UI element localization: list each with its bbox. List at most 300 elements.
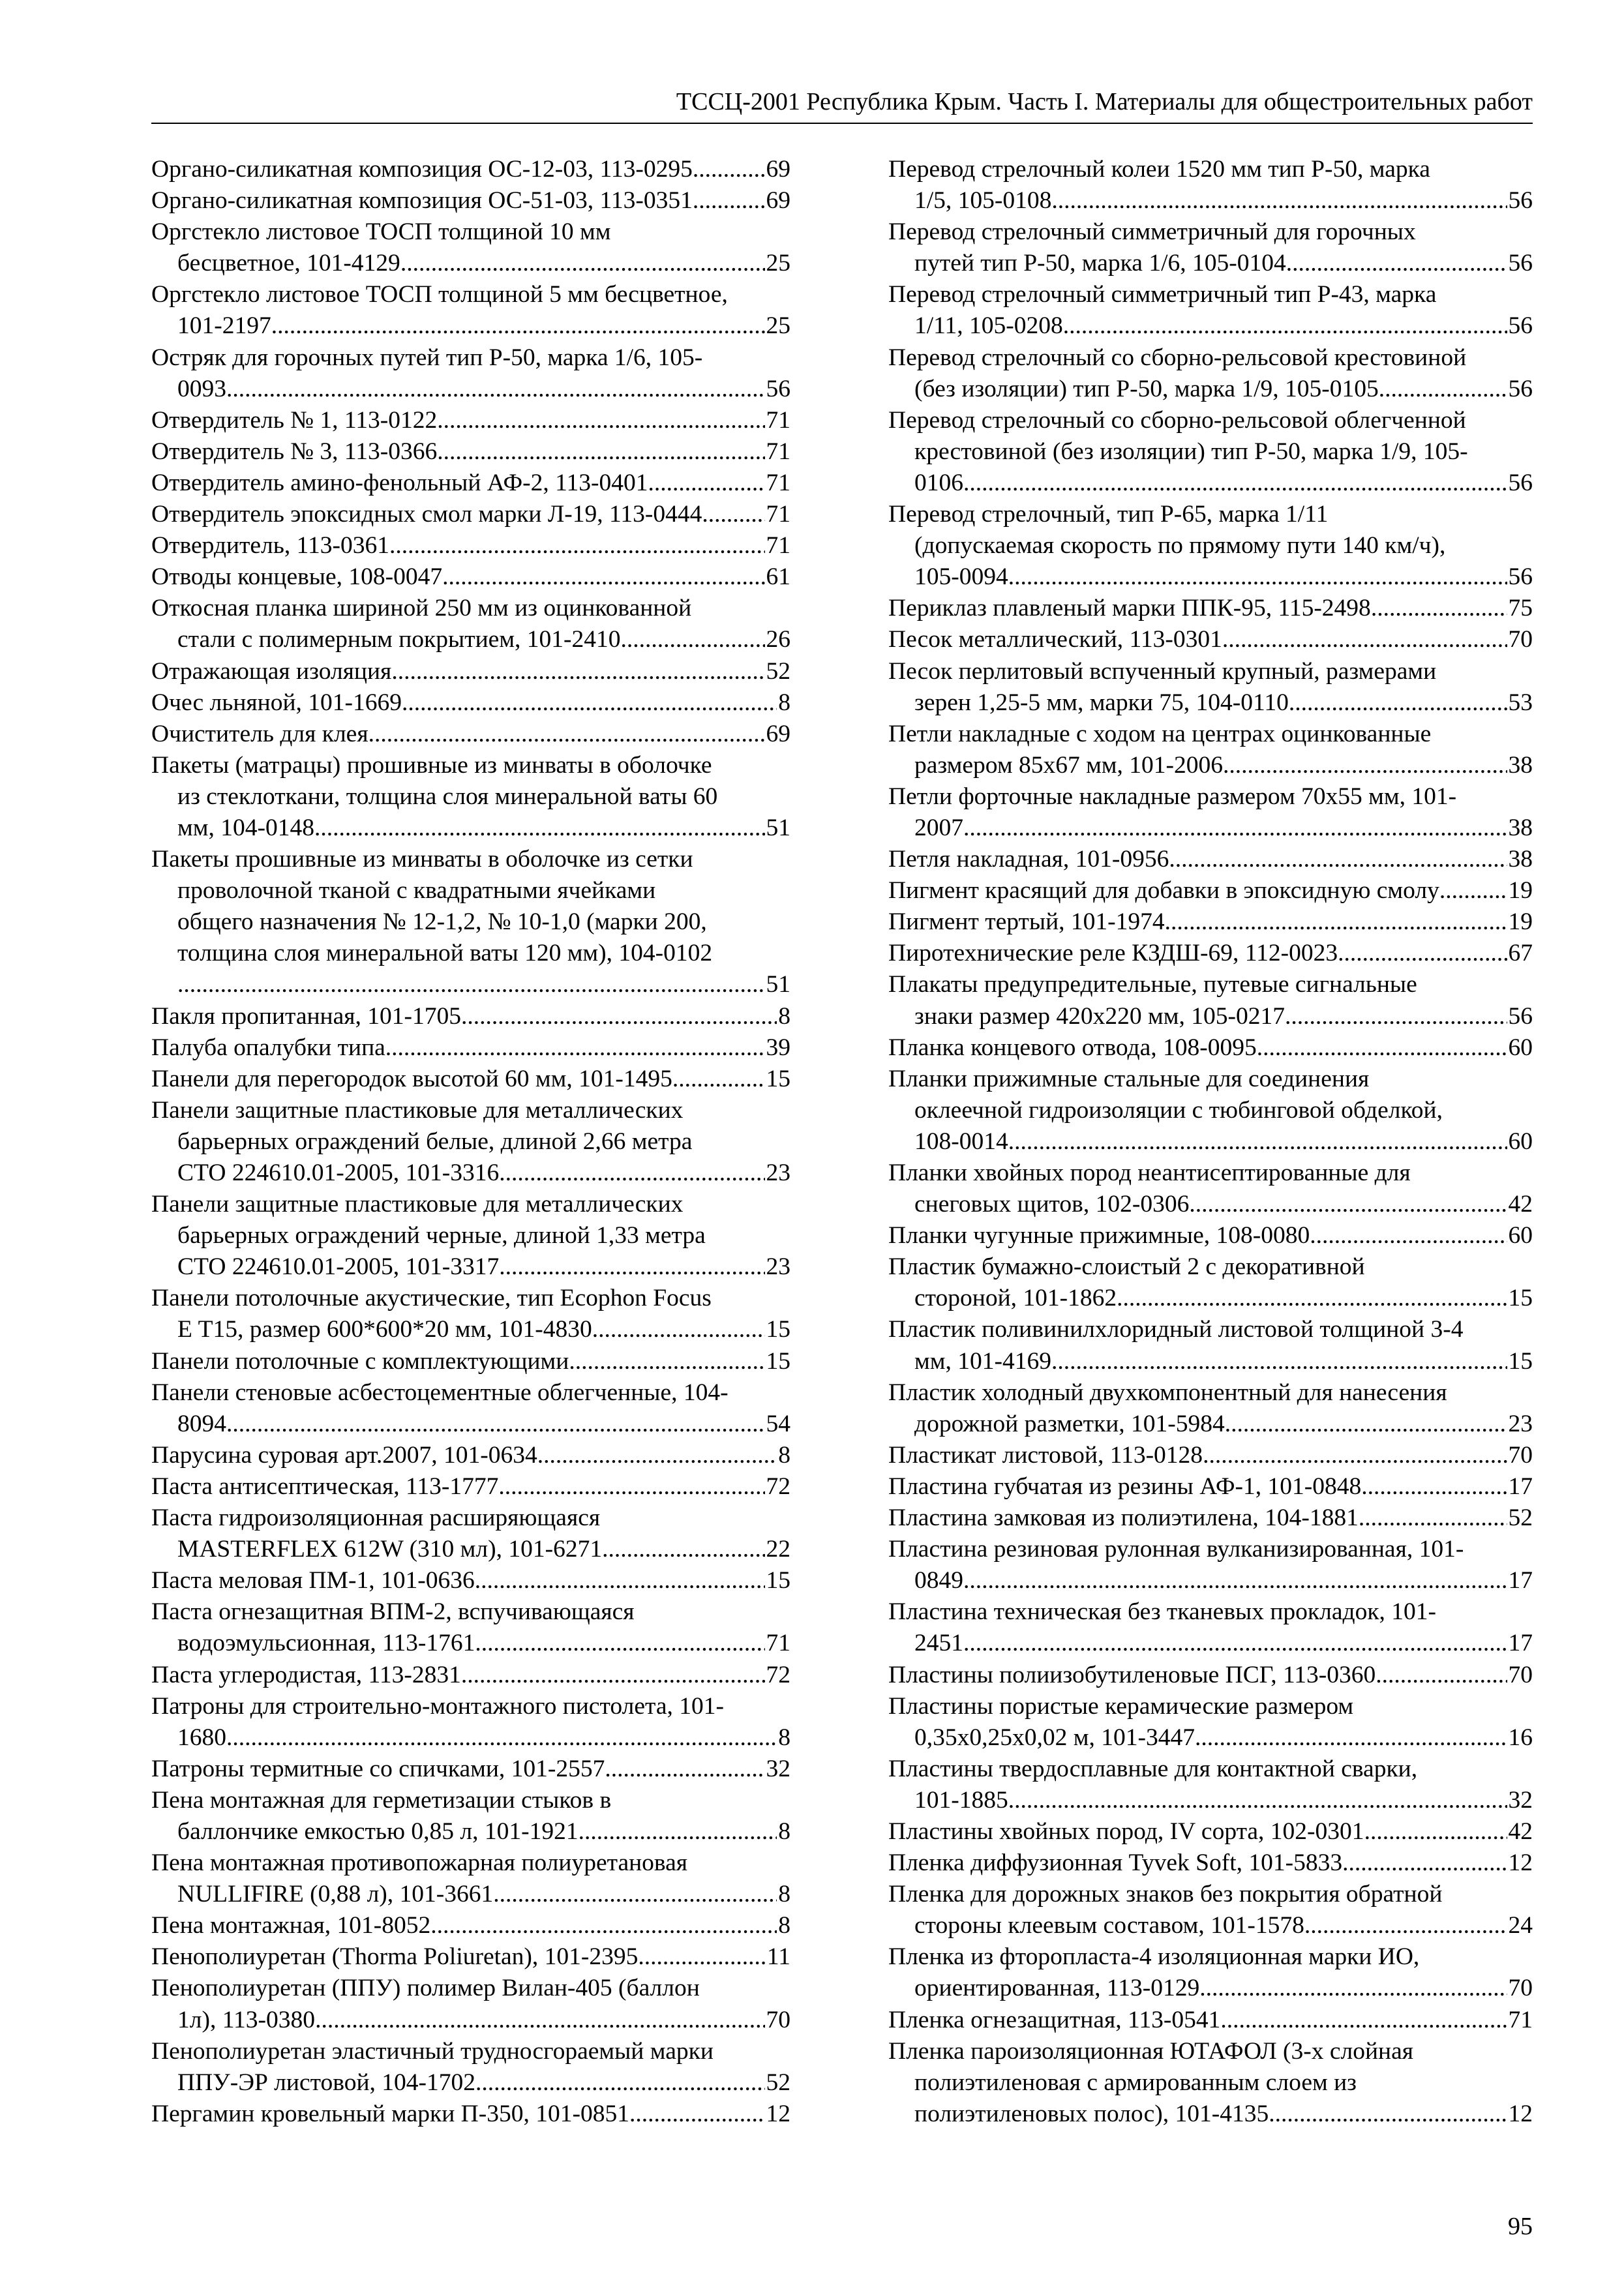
index-entry-text: Петля накладная, 101-0956 — [888, 846, 1169, 873]
dot-leader — [963, 468, 1507, 499]
index-entry — [888, 1440, 1533, 1471]
dot-leader — [315, 2005, 764, 2036]
running-header: ТССЦ-2001 Республика Крым. Часть I. Материалы для общестроительных работ — [151, 86, 1533, 124]
index-entry-text: Песок перлитовый вспученный крупный, размерами — [888, 657, 1437, 685]
index-entry-text: Отвердитель № 3, 113-0366 — [151, 438, 438, 465]
index-entry — [151, 342, 790, 405]
index-entry — [888, 1691, 1533, 1754]
dot-leader — [1304, 1910, 1507, 1941]
index-entry-text: Пена монтажная противопожарная полиуретановая — [151, 1849, 688, 1877]
index-entry-page: 60 — [1508, 1222, 1533, 1249]
dot-leader — [648, 468, 764, 499]
index-entry-text: Органо-силикатная композиция ОС-51-03, 113-0351. — [151, 187, 699, 215]
dot-leader — [226, 374, 765, 405]
index-entry-text: Панели защитные пластиковые для металлических — [151, 1096, 684, 1124]
dot-leader — [638, 1941, 765, 1973]
index-entry — [888, 781, 1533, 844]
dot-leader — [1310, 1220, 1507, 1251]
index-entry-text: Пиротехнические реле КЗДШ-69, 112-0023 — [888, 940, 1338, 967]
index-entry — [888, 1816, 1533, 1848]
index-entry-page: 71 — [766, 1630, 790, 1657]
index-entry — [151, 1032, 790, 1064]
index-entry-page: 17 — [1508, 1473, 1533, 1500]
index-entry-text: Отводы концевые, 108-0047 — [151, 563, 443, 591]
index-entry-text: Перевод стрелочный, тип Р-65, марка 1/11 — [888, 501, 1329, 528]
dot-leader — [699, 185, 764, 217]
index-entry-text: Палуба опалубки типа — [151, 1034, 385, 1061]
index-entry — [151, 1283, 790, 1345]
index-entry-text: Остряк для горочных путей тип Р-50, марка 1/6, 105- — [151, 344, 703, 371]
index-entry — [151, 1785, 790, 1848]
index-entry-page: 12 — [1508, 1849, 1533, 1877]
index-entry-text: Отвердитель № 1, 113-0122 — [151, 406, 438, 434]
index-entry — [888, 1251, 1533, 1314]
index-entry-text: Перевод стрелочный колеи 1520 мм тип Р-50, марка — [888, 156, 1430, 183]
index-entry-text: Пленка огнезащитная, 113-0541 — [888, 2006, 1221, 2033]
dot-leader — [493, 1879, 777, 1910]
index-entry-text: 8094 — [177, 1410, 226, 1437]
index-entry-page: 15 — [1508, 1285, 1533, 1312]
index-entry — [888, 499, 1533, 593]
index-entry-text: стали с полимерным покрытием, 101-2410 — [177, 626, 621, 653]
index-entry-text: (без изоляции) тип Р-50, марка 1/9, 105-0105 — [914, 375, 1379, 402]
index-entry — [888, 1503, 1533, 1534]
index-entry-text: баллончике емкостью 0,85 л, 101-1921 — [177, 1818, 579, 1845]
index-entry-page: 71 — [766, 406, 790, 434]
index-entry-page: 67 — [1508, 940, 1533, 967]
dot-leader — [1225, 1409, 1507, 1440]
index-entry-page: 17 — [1508, 1630, 1533, 1657]
index-entry-text: мм, 101-4169 — [914, 1347, 1051, 1375]
index-entry-page: 8 — [778, 1912, 790, 1939]
index-entry — [888, 593, 1533, 624]
index-entry-text: Пластины твердосплавные для контактной сварки, — [888, 1755, 1418, 1782]
index-entry-page: 15 — [766, 1065, 790, 1092]
index-entry — [151, 656, 790, 687]
index-entry — [151, 1095, 790, 1189]
index-entry-page: 56 — [1508, 563, 1533, 591]
index-entry-text: 0093 — [177, 375, 226, 402]
index-entry-text: Перевод стрелочный со сборно-рельсовой крестовиной — [888, 344, 1467, 371]
index-entry — [888, 906, 1533, 938]
index-entry — [888, 405, 1533, 499]
index-entry-page: 71 — [766, 438, 790, 465]
index-entry-text: полиэтиленовых полос), 101-4135 — [914, 2100, 1269, 2127]
dot-leader — [475, 1565, 765, 1596]
index-entry-text: Очиститель для клея — [151, 720, 368, 747]
index-entry-page: 11 — [766, 1943, 790, 1971]
index-entry-text: Паста огнезащитная ВПМ-2, вспучивающаяся — [151, 1598, 635, 1626]
index-entry — [151, 1848, 790, 1910]
index-entry-page: 70 — [1508, 1441, 1533, 1469]
index-entry-text: Пластины полиизобутиленовые ПСГ, 113-0360 — [888, 1661, 1376, 1688]
index-entry-text: Пена монтажная для герметизации стыков в — [151, 1786, 612, 1814]
index-entry — [151, 1377, 790, 1440]
index-entry — [888, 969, 1533, 1032]
index-entry — [151, 530, 790, 561]
index-entry-page: 23 — [766, 1253, 790, 1281]
index-entry — [888, 1158, 1533, 1220]
index-entry — [151, 405, 790, 436]
dot-leader — [1117, 1283, 1507, 1314]
index-entry — [151, 593, 790, 655]
dot-leader — [461, 1001, 777, 1032]
dot-leader — [1269, 2099, 1507, 2130]
index-entry-page: 56 — [1508, 312, 1533, 340]
index-entry — [888, 624, 1533, 655]
index-entry — [888, 656, 1533, 719]
dot-leader — [1222, 624, 1507, 655]
index-entry-page: 25 — [766, 250, 790, 277]
index-entry-text: стороной, 101-1862 — [914, 1285, 1117, 1312]
index-entry — [151, 719, 790, 750]
index-column-left — [151, 154, 790, 2130]
index-entry-text: 101-1885 — [914, 1786, 1008, 1814]
dot-leader — [1285, 1001, 1507, 1032]
index-entry — [151, 1189, 790, 1283]
index-entry-text: 0849 — [914, 1567, 963, 1594]
dot-leader — [437, 405, 764, 436]
index-entry-text: 0106 — [914, 469, 963, 496]
index-entry-text: Патроны для строительно-монтажного пистолета, 101- — [151, 1692, 724, 1720]
index-entry-text: (допускаемая скорость по прямому пути 140 км/ч), — [914, 532, 1446, 560]
index-entry-text: Пакеты (матрацы) прошивные из минваты в оболочке — [151, 751, 712, 779]
index-entry-page: 61 — [766, 563, 790, 591]
index-entry-page: 60 — [1508, 1034, 1533, 1061]
index-entry — [151, 185, 790, 217]
index-entry-page: 69 — [766, 187, 790, 215]
index-entry — [151, 468, 790, 499]
index-entry-text: Пенополиуретан (Thorma Poliuretan), 101-2395 — [151, 1943, 639, 1971]
index-entry-text: Пластина техническая без тканевых прокладок, 101- — [888, 1598, 1437, 1626]
index-entry-text: 101-2197 — [177, 312, 271, 340]
dot-leader — [475, 2067, 764, 2099]
index-entry-text: NULLIFIRE (0,88 л), 101-3661 — [177, 1881, 494, 1908]
index-entry-page: 52 — [766, 2069, 790, 2096]
index-entry-page: 42 — [1508, 1191, 1533, 1218]
index-entry-page: 71 — [1508, 2006, 1533, 2033]
index-entry-text: общего назначения № 12-1,2, № 10-1,0 (марки 200, — [177, 908, 707, 936]
index-entry-text: Парусина суровая арт.2007, 101-0634 — [151, 1441, 537, 1469]
index-entry-page: 71 — [766, 532, 790, 560]
index-entry-text: из стеклоткани, толщина слоя минеральной ваты 60 — [177, 783, 718, 810]
index-entry-text: Пена монтажная, 101-8052 — [151, 1912, 431, 1939]
index-entry — [888, 844, 1533, 875]
index-entry-text: Перевод стрелочный со сборно-рельсовой облегченной — [888, 406, 1466, 434]
index-entry-text: Пластик холодный двухкомпонентный для нанесения — [888, 1379, 1447, 1406]
index-entry-text: Панели для перегородок высотой 60 мм, 101-1495 — [151, 1065, 672, 1092]
index-entry-text: Отражающая изоляция — [151, 657, 392, 685]
index-entry-page: 22 — [766, 1536, 790, 1563]
dot-leader — [1008, 561, 1507, 593]
dot-leader — [1203, 1440, 1507, 1471]
index-entry-text: крестовиной (без изоляции) тип Р-50, марка 1/9, 105- — [914, 438, 1468, 465]
index-entry-text: MASTERFLEX 612W (310 мл), 101-6271 — [177, 1536, 603, 1563]
index-entry — [888, 154, 1533, 217]
index-entry-page: 70 — [1508, 1661, 1533, 1688]
dot-leader — [226, 1722, 777, 1754]
index-entry — [151, 279, 790, 342]
index-entry — [151, 1973, 790, 2035]
index-entry-text: Петли форточные накладные размером 70х55 мм, 101- — [888, 783, 1457, 810]
index-entry-text: Периклаз плавленый марки ППК-95, 115-2498 — [888, 595, 1371, 622]
index-entry-text: бесцветное, 101-4129 — [177, 250, 400, 277]
index-entry-text: Пленка диффузионная Tyvek Soft, 101-5833 — [888, 1849, 1343, 1877]
index-entry — [151, 1471, 790, 1503]
dot-leader — [605, 1754, 764, 1785]
index-entry-page: 12 — [766, 2100, 790, 2127]
index-entry — [888, 1314, 1533, 1377]
dot-leader — [1359, 1503, 1507, 1534]
dot-leader — [1286, 248, 1507, 279]
index-entry-text: Пенополиуретан эластичный трудносгораемый марки — [151, 2037, 714, 2065]
dot-leader — [314, 813, 765, 844]
dot-leader — [385, 1032, 765, 1064]
dot-leader — [699, 154, 764, 185]
index-entry-text: толщина слоя минеральной ваты 120 мм), 104-0102 — [177, 940, 713, 967]
index-entry-text: Пластик бумажно-слоистый 2 с декоративной — [888, 1253, 1365, 1281]
index-entry-text: 108-0014 — [914, 1128, 1008, 1155]
index-entry-text: барьерных ограждений белые, длиной 2,66 метра — [177, 1128, 693, 1155]
index-entry-page: 71 — [766, 501, 790, 528]
index-entry-page: 69 — [766, 720, 790, 747]
dot-leader — [1195, 1722, 1507, 1754]
dot-leader — [592, 1314, 765, 1345]
index-entry-page: 15 — [766, 1347, 790, 1375]
index-entry-page: 42 — [1508, 1818, 1533, 1845]
index-entry-text: Планка концевого отвода, 108-0095 — [888, 1034, 1257, 1061]
index-entry-page: 56 — [1508, 375, 1533, 402]
index-entry — [151, 2036, 790, 2099]
index-entry-page: 8 — [778, 1818, 790, 1845]
index-entry-text: 105-0094 — [914, 563, 1008, 591]
index-entry-page: 69 — [766, 156, 790, 183]
index-entry — [151, 750, 790, 844]
index-entry-text: путей тип Р-50, марка 1/6, 105-0104 — [914, 250, 1286, 277]
index-entry-text: Паста углеродистая, 113-2831 — [151, 1661, 461, 1688]
index-entry — [151, 1346, 790, 1377]
index-entry — [151, 436, 790, 468]
index-entry — [888, 719, 1533, 781]
dot-leader — [1063, 310, 1507, 342]
index-entry-text: Патроны термитные со спичками, 101-2557 — [151, 1755, 605, 1782]
dot-leader — [1051, 185, 1507, 217]
index-entry-text: E T15, размер 600*600*20 мм, 101-4830 — [177, 1316, 592, 1343]
index-entry-page: 26 — [766, 626, 790, 653]
dot-leader — [475, 1628, 764, 1659]
dot-leader — [271, 310, 765, 342]
index-entry-text: Пенополиуретан (ППУ) полимер Вилан-405 (баллон — [151, 1975, 700, 2002]
index-entry-page: 8 — [778, 1441, 790, 1469]
index-entry-text: оклеечной гидроизоляции с тюбинговой обделкой, — [914, 1096, 1443, 1124]
index-entry-page: 56 — [766, 375, 790, 402]
index-entry-text: стороны клеевым составом, 101-1578 — [914, 1912, 1304, 1939]
dot-leader — [702, 499, 764, 530]
index-entry — [151, 844, 790, 1000]
dot-leader — [963, 1628, 1507, 1659]
index-entry — [151, 1691, 790, 1754]
index-entry-page: 72 — [766, 1661, 790, 1688]
dot-leader — [1223, 750, 1507, 781]
index-entry-text: Пакеты прошивные из минваты в оболочке из сетки — [151, 846, 693, 873]
index-entry — [151, 687, 790, 719]
index-entry-text: Пластина замковая из полиэтилена, 104-1881 — [888, 1504, 1359, 1532]
dot-leader — [569, 1346, 764, 1377]
index-entry-text: Панели потолочные с комплектующими — [151, 1347, 569, 1375]
index-entry-text: Перевод стрелочный симметричный для горочных — [888, 218, 1416, 246]
index-entry-text: 1680 — [177, 1724, 226, 1751]
index-entry-text: Планки хвойных пород неантисептированные для — [888, 1159, 1411, 1186]
index-entry-text: Очес льняной, 101-1669 — [151, 689, 402, 716]
dot-leader — [442, 561, 764, 593]
index-entry — [151, 1001, 790, 1032]
index-entry-text: СТО 224610.01-2005, 101-3317 — [177, 1253, 500, 1281]
dot-leader — [1257, 1032, 1507, 1064]
index-entry — [888, 1941, 1533, 2004]
index-entry-text: Оргстекло листовое ТОСП толщиной 5 мм бесцветное, — [151, 281, 728, 308]
dot-leader — [602, 1534, 764, 1565]
dot-leader — [391, 656, 764, 687]
index-entry — [888, 342, 1533, 405]
dot-leader — [963, 813, 1507, 844]
index-entry-text: Планки прижимные стальные для соединения — [888, 1065, 1370, 1092]
index-entry-page: 52 — [1508, 1504, 1533, 1532]
dot-leader — [400, 248, 765, 279]
dot-leader — [1189, 1189, 1507, 1220]
index-entry-text: 1л), 113-0380 — [177, 2006, 316, 2033]
index-entry-text: барьерных ограждений черные, длиной 1,33 метра — [177, 1222, 706, 1249]
index-entry-text: снеговых щитов, 102-0306 — [914, 1191, 1190, 1218]
index-entry-text: Органо-силикатная композиция ОС-12-03, 113-0295. — [151, 156, 699, 183]
index-entry-text: СТО 224610.01-2005, 101-3316 — [177, 1159, 500, 1186]
index-entry — [888, 279, 1533, 342]
index-entry — [151, 1503, 790, 1565]
index-entry — [888, 2005, 1533, 2036]
index-entry-text: водоэмульсионная, 113-1761 — [177, 1630, 475, 1657]
index-entry-text: Оргстекло листовое ТОСП толщиной 10 мм — [151, 218, 611, 246]
index-entry-text: Пленка пароизоляционная ЮТАФОЛ (3-х слойная — [888, 2037, 1414, 2065]
index-entry-text: Панели потолочные акустические, тип Ecophon Focus — [151, 1285, 712, 1312]
index-entry-text: 0,35х0,25х0,02 м, 101-3447 — [914, 1724, 1195, 1751]
index-entry-text: Отвердитель эпоксидных смол марки Л-19, 113-0444 — [151, 501, 702, 528]
index-entry — [151, 1941, 790, 1973]
index-entry — [151, 1565, 790, 1596]
dot-leader — [1289, 687, 1507, 719]
index-entry-text: Петли накладные с ходом на центрах оцинкованные — [888, 720, 1432, 747]
index-entry-text: дорожной разметки, 101-5984 — [914, 1410, 1225, 1437]
index-entry-text: Пластины пористые керамические размером — [888, 1692, 1354, 1720]
index-entry-text: Пергамин кровельный марки П-350, 101-0851 — [151, 2100, 629, 2127]
page-number: 95 — [1508, 2213, 1533, 2240]
index-entry-page: 24 — [1508, 1912, 1533, 1939]
index-entry — [888, 1848, 1533, 1879]
index-entry-page: 53 — [1508, 689, 1533, 716]
index-entry-page: 25 — [766, 312, 790, 340]
index-entry-page: 23 — [1508, 1410, 1533, 1437]
index-entry-text: зерен 1,25-5 мм, марки 75, 104-0110 — [914, 689, 1289, 716]
index-entry-page: 70 — [1508, 1975, 1533, 2002]
index-entry-page: 23 — [766, 1159, 790, 1186]
index-entry — [151, 1596, 790, 1659]
index-entry-page: 39 — [766, 1034, 790, 1061]
index-entry-page: 8 — [778, 1724, 790, 1751]
dot-leader — [1008, 1126, 1507, 1158]
index-entry-page: 56 — [1508, 1002, 1533, 1030]
index-entry-page: 15 — [766, 1316, 790, 1343]
dot-leader — [430, 1910, 777, 1941]
index-entry — [151, 217, 790, 279]
dot-leader — [402, 687, 777, 719]
index-entry-page: 70 — [1508, 626, 1533, 653]
index-entry — [888, 1064, 1533, 1158]
index-column-right — [888, 154, 1533, 2130]
index-entry-text: размером 85х67 мм, 101-2006 — [914, 751, 1224, 779]
index-entry-text: ориентированная, 113-0129 — [914, 1975, 1200, 2002]
dot-leader — [437, 436, 764, 468]
dot-leader — [1379, 374, 1507, 405]
dot-leader — [226, 1409, 765, 1440]
dot-leader — [499, 1251, 764, 1283]
index-entry-page: 51 — [766, 814, 790, 841]
index-entry-text: 2007 — [914, 814, 963, 841]
index-entry-text: Панели стеновые асбестоцементные облегченные, 104- — [151, 1379, 729, 1406]
index-entry-text: Планки чугунные прижимные, 108-0080 — [888, 1222, 1310, 1249]
index-entry-page: 15 — [1508, 1347, 1533, 1375]
dot-leader — [389, 530, 765, 561]
dot-leader — [1165, 906, 1507, 938]
dot-leader — [1439, 875, 1507, 906]
index-entry-text: Песок металлический, 113-0301 — [888, 626, 1222, 653]
index-entry-text: Панели защитные пластиковые для металлических — [151, 1191, 684, 1218]
dot-leader — [1008, 1785, 1507, 1816]
index-entry-text: ППУ-ЭР листовой, 104-1702 — [177, 2069, 476, 2096]
index-entry-text: Паста антисептическая, 113-1777 — [151, 1473, 499, 1500]
dot-leader — [1220, 2005, 1507, 2036]
dot-leader — [1169, 844, 1507, 875]
index-entry-text: знаки размер 420х220 мм, 105-0217 — [914, 1002, 1285, 1030]
index-entry-page: 56 — [1508, 187, 1533, 215]
dot-leader — [579, 1816, 777, 1848]
index-entry — [151, 2099, 790, 2130]
index-entry-page: 51 — [766, 971, 790, 998]
index-entry — [888, 217, 1533, 279]
index-entry-text: Пигмент тертый, 101-1974 — [888, 908, 1165, 936]
index-entry-text: Пакля пропитанная, 101-1705 — [151, 1002, 461, 1030]
index-entry — [888, 938, 1533, 969]
index-entry-page: 38 — [1508, 751, 1533, 779]
index-entry-text: Пленка для дорожных знаков без покрытия обратной — [888, 1881, 1443, 1908]
index-entry — [888, 1471, 1533, 1503]
index-entry — [888, 2036, 1533, 2130]
index-entry — [888, 1879, 1533, 1941]
index-entry-text: Пластик поливинилхлоридный листовой толщиной 3-4 — [888, 1316, 1464, 1343]
index-entry-page: 19 — [1508, 877, 1533, 905]
index-entry-page: 72 — [766, 1473, 790, 1500]
index-entry-text: Пластикат листовой, 113-0128 — [888, 1441, 1203, 1469]
dot-leader — [1051, 1346, 1507, 1377]
dot-leader — [368, 719, 765, 750]
dot-leader — [1199, 1973, 1507, 2004]
index-entry-page: 15 — [766, 1567, 790, 1594]
dot-leader — [537, 1440, 777, 1471]
index-entry-page: 19 — [1508, 908, 1533, 936]
index-entry-text: Паста меловая ПМ-1, 101-0636 — [151, 1567, 475, 1594]
index-entry-text: Пластина губчатая из резины АФ-1, 101-0848 — [888, 1473, 1362, 1500]
index-entry — [888, 1534, 1533, 1596]
dot-leader — [629, 2099, 765, 2130]
index-entry-page: 54 — [766, 1410, 790, 1437]
index-entry-text: Откосная планка шириной 250 мм из оцинкованной — [151, 595, 692, 622]
